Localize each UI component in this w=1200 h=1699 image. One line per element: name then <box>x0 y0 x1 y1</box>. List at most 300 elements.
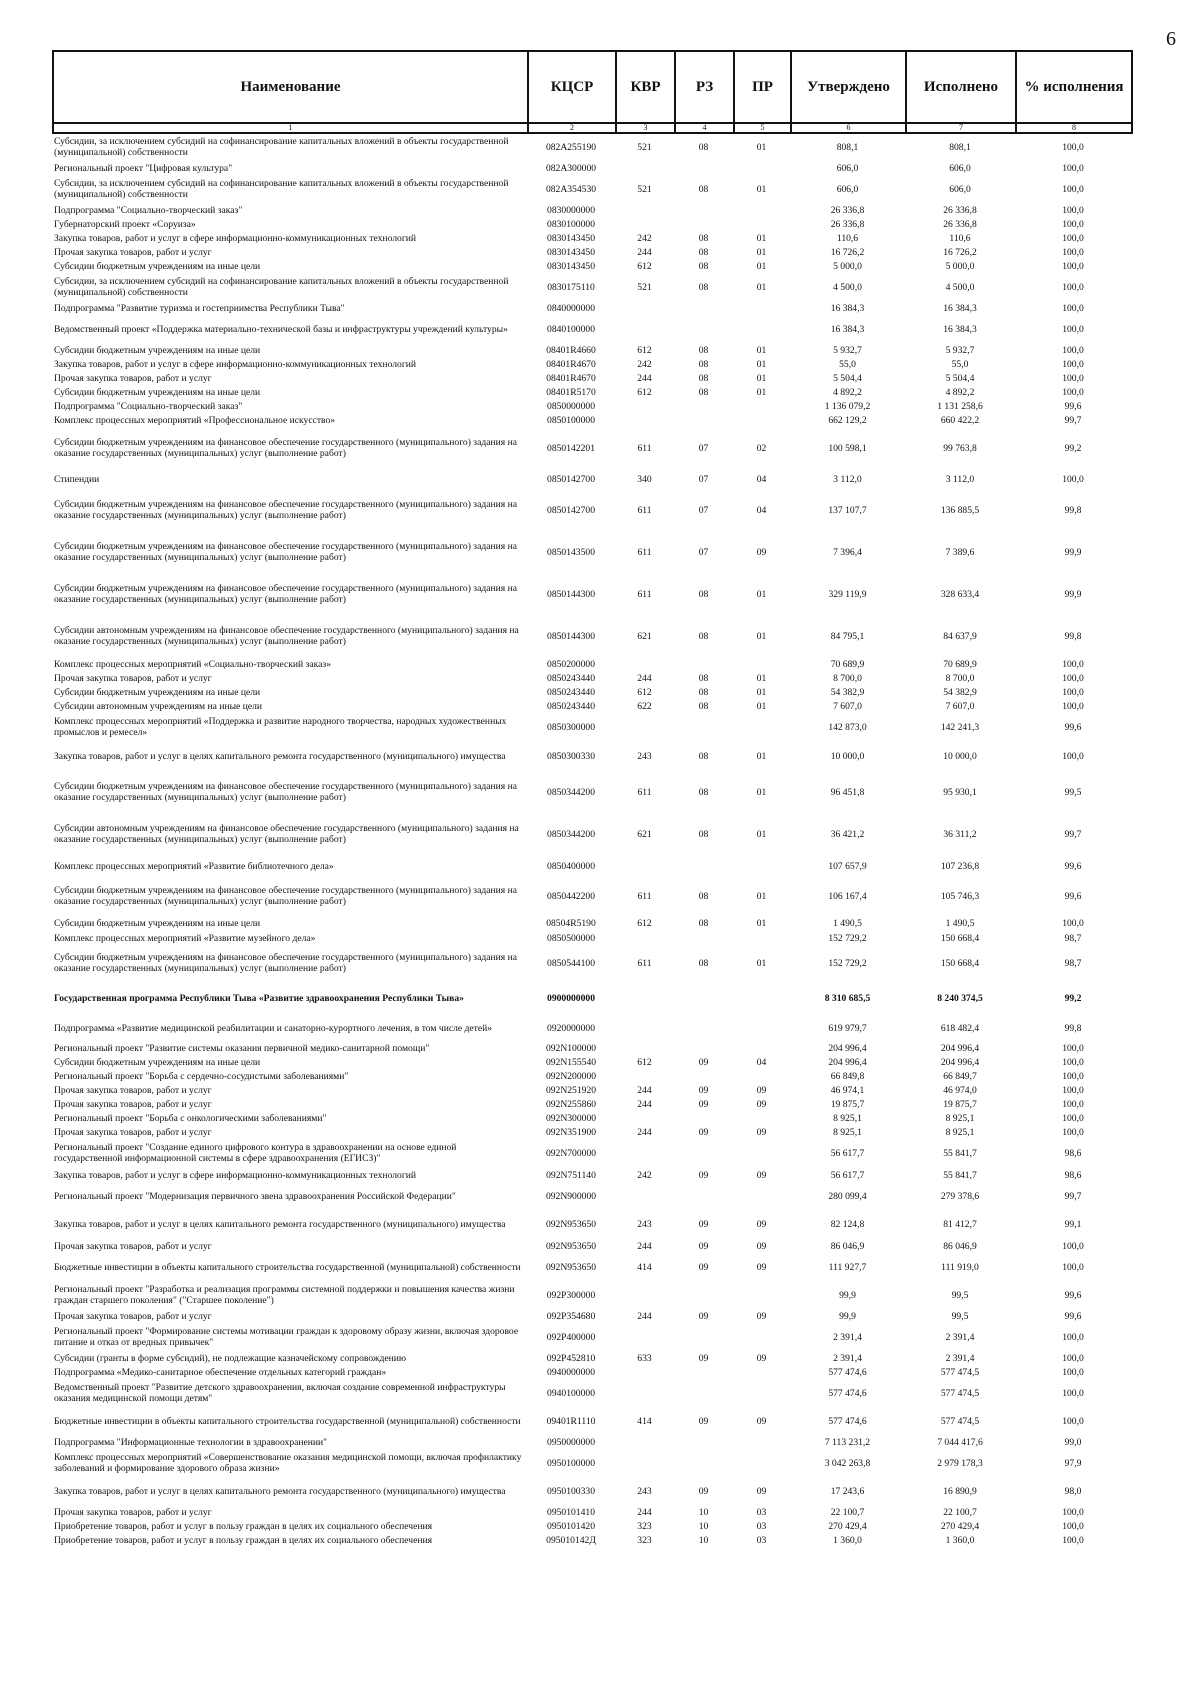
row-name: Губернаторский проект «Соруиза» <box>54 218 196 230</box>
table-row <box>52 1112 1131 1126</box>
row-kcsr: 0850400000 <box>547 860 595 872</box>
row-rz <box>674 204 733 218</box>
table-row <box>52 400 1131 414</box>
row-executed: 110,6 <box>949 232 971 244</box>
row-name: Комплекс процессных мероприятий «Поддержка и развитие народного творчества, народных художественных промыслов и ремесел» <box>54 716 507 738</box>
row-percent: 99,1 <box>1064 1218 1082 1230</box>
row-rz: 08 <box>698 828 709 840</box>
row-approved: 17 243,6 <box>830 1485 865 1497</box>
col-number: 1 <box>53 123 528 133</box>
col-header-approved: Утверждено <box>791 51 906 123</box>
row-executed: 4 892,2 <box>945 386 975 398</box>
row-executed: 279 378,6 <box>940 1190 980 1202</box>
row-executed: 136 885,5 <box>940 504 980 516</box>
row-kcsr: 092N251920 <box>545 1084 597 1096</box>
table-row <box>52 1380 1131 1408</box>
row-name: Закупка товаров, работ и услуг в сфере информационно-коммуникационных технологий <box>54 1169 417 1181</box>
row-kvr: 612 <box>637 386 652 398</box>
row-rz: 09 <box>698 1169 709 1181</box>
row-name: Субсидии бюджетным учреждениям на финансовое обеспечение государственного (муниципального) задания на оказание государственных (муниципальных) услуг (выполнение работ) <box>54 885 517 907</box>
row-rz: 08 <box>698 957 709 969</box>
row-percent: 99,5 <box>1064 786 1082 798</box>
row-kcsr: 0940000000 <box>547 1366 595 1378</box>
row-executed: 577 474,5 <box>940 1415 980 1427</box>
row-name: Комплекс процессных мероприятий «Социально-творческий заказ» <box>54 658 331 670</box>
row-kcsr: 0850142700 <box>547 504 595 516</box>
row-executed: 204 996,4 <box>940 1042 980 1054</box>
row-percent: 100,0 <box>1062 658 1084 670</box>
table-row <box>52 574 1131 616</box>
table-row <box>52 414 1131 428</box>
row-kvr: 414 <box>637 1415 652 1427</box>
table-row <box>52 1520 1131 1534</box>
row-kcsr: 092N900000 <box>545 1190 597 1202</box>
row-kcsr: 08401R5170 <box>546 386 596 398</box>
row-kvr: 611 <box>637 890 652 902</box>
row-name: Закупка товаров, работ и услуг в сфере информационно-коммуникационных технологий <box>54 232 417 244</box>
row-kcsr: 0850243440 <box>547 686 595 698</box>
row-kvr: 323 <box>637 1520 652 1532</box>
row-percent: 100,0 <box>1062 1070 1084 1082</box>
row-kvr <box>615 1450 674 1478</box>
row-pr: 09 <box>756 1485 767 1497</box>
row-executed: 606,0 <box>949 183 971 195</box>
row-percent: 98,7 <box>1064 957 1082 969</box>
row-rz <box>674 1450 733 1478</box>
row-rz: 08 <box>698 750 709 762</box>
row-name: Бюджетные инвестиции в объекты капитального строительства государственной (муниципальной) собственности <box>54 1415 521 1427</box>
table-row <box>52 232 1131 246</box>
row-executed: 5 000,0 <box>945 260 975 272</box>
row-kvr: 611 <box>637 786 652 798</box>
row-percent: 100,0 <box>1062 686 1084 698</box>
row-kvr <box>615 218 674 232</box>
row-approved: 26 336,8 <box>830 204 865 216</box>
row-kcsr: 0850544100 <box>547 957 595 969</box>
row-kvr <box>615 714 674 742</box>
row-kvr: 521 <box>637 183 652 195</box>
row-name: Стипендии <box>54 473 100 485</box>
row-rz: 10 <box>698 1520 709 1532</box>
table-row <box>52 916 1131 932</box>
row-approved: 2 391,4 <box>833 1331 862 1343</box>
row-percent: 99,6 <box>1064 1289 1082 1301</box>
table-row <box>52 946 1131 982</box>
row-approved: 70 689,9 <box>830 658 865 670</box>
row-percent: 100,0 <box>1062 750 1084 762</box>
row-pr: 09 <box>756 1261 767 1273</box>
row-percent: 100,0 <box>1062 204 1084 216</box>
row-name: Ведомственный проект "Развитие детского здравоохранения, включая создание современной инфраструктуры оказания медицинской помощи детям" <box>54 1382 506 1404</box>
row-kvr: 521 <box>637 141 652 153</box>
row-executed: 111 919,0 <box>941 1261 979 1273</box>
row-kcsr: 092N351900 <box>545 1126 597 1138</box>
row-kcsr: 092N953650 <box>545 1261 597 1273</box>
row-kcsr: 0850142700 <box>547 473 595 485</box>
row-percent: 99,6 <box>1064 721 1082 733</box>
row-kcsr: 092N700000 <box>545 1147 597 1159</box>
row-kcsr: 082A354530 <box>545 183 597 195</box>
row-name: Подпрограмма "Социально-творческий заказ" <box>54 400 243 412</box>
row-rz: 10 <box>698 1506 709 1518</box>
table-row <box>52 1084 1131 1098</box>
col-header-pr: ПР <box>734 51 791 123</box>
row-kvr: 244 <box>637 1310 652 1322</box>
row-kvr: 612 <box>637 260 652 272</box>
row-kvr: 612 <box>637 917 652 929</box>
row-percent: 98,0 <box>1064 1485 1082 1497</box>
row-executed: 7 389,6 <box>945 546 975 558</box>
table-row <box>52 218 1131 232</box>
row-executed: 16 384,3 <box>943 302 977 314</box>
table-row <box>52 1282 1131 1310</box>
table-row <box>52 176 1131 204</box>
row-percent: 100,0 <box>1062 1112 1084 1124</box>
row-kcsr: 0830143450 <box>547 232 595 244</box>
row-pr <box>733 302 790 316</box>
row-rz <box>674 982 733 1016</box>
row-kcsr: 0850300000 <box>547 721 595 733</box>
table-row <box>52 532 1131 574</box>
row-rz: 08 <box>698 386 709 398</box>
row-rz: 08 <box>698 630 709 642</box>
row-rz <box>674 302 733 316</box>
table-row <box>52 1408 1131 1436</box>
row-kcsr: 0950101420 <box>547 1520 595 1532</box>
row-executed: 36 311,2 <box>943 828 977 840</box>
row-pr <box>733 316 790 344</box>
row-pr: 09 <box>756 1169 767 1181</box>
row-approved: 4 892,2 <box>833 386 862 398</box>
row-rz: 08 <box>698 700 709 712</box>
row-executed: 84 637,9 <box>943 630 977 642</box>
table-row <box>52 616 1131 658</box>
row-pr: 01 <box>756 358 767 370</box>
row-name: Приобретение товаров, работ и услуг в пользу граждан в целях их социального обеспечения <box>54 1534 433 1546</box>
row-pr: 01 <box>756 786 767 798</box>
row-rz: 09 <box>698 1352 709 1364</box>
row-kvr: 244 <box>637 1240 652 1252</box>
row-approved: 137 107,7 <box>828 504 867 516</box>
row-approved: 7 113 231,2 <box>824 1436 871 1448</box>
row-executed: 66 849,7 <box>943 1070 977 1082</box>
row-pr <box>733 1184 790 1210</box>
row-rz <box>674 658 733 672</box>
row-percent: 100,0 <box>1062 358 1084 370</box>
row-approved: 110,6 <box>836 232 859 244</box>
table-row <box>52 470 1131 490</box>
row-rz: 08 <box>698 686 709 698</box>
row-executed: 270 429,4 <box>940 1520 980 1532</box>
row-pr: 03 <box>756 1506 767 1518</box>
row-rz: 08 <box>698 344 709 356</box>
row-kcsr: 095010142Д <box>546 1534 596 1546</box>
row-name: Субсидии бюджетным учреждениям на финансовое обеспечение государственного (муниципального) задания на оказание государственных (муниципальных) услуг (выполнение работ) <box>54 541 517 563</box>
row-pr <box>733 982 790 1016</box>
row-kvr: 621 <box>637 630 652 642</box>
row-rz <box>674 414 733 428</box>
col-number: 2 <box>528 123 616 133</box>
row-approved: 662 129,2 <box>828 414 867 426</box>
table-row <box>52 1140 1131 1168</box>
row-pr: 01 <box>756 260 767 272</box>
row-approved: 16 384,3 <box>830 323 865 335</box>
row-approved: 280 099,4 <box>828 1190 867 1202</box>
row-kvr <box>615 658 674 672</box>
row-kvr <box>615 982 674 1016</box>
table-row <box>52 856 1131 878</box>
table-row <box>52 714 1131 742</box>
table-row <box>52 1366 1131 1380</box>
row-kcsr: 0850100000 <box>547 414 595 426</box>
row-name: Бюджетные инвестиции в объекты капитального строительства государственной (муниципальной) собственности <box>54 1261 521 1273</box>
row-kcsr: 0850143500 <box>547 546 595 558</box>
row-pr: 01 <box>756 750 767 762</box>
row-executed: 150 668,4 <box>940 957 980 969</box>
row-pr <box>733 1324 790 1352</box>
row-name: Региональный проект "Формирование системы мотивации граждан к здоровому образу жизни, включая здоровое питание и отказ от вредных привычек" <box>54 1326 519 1348</box>
row-pr: 04 <box>756 1056 767 1068</box>
row-pr: 09 <box>756 1240 767 1252</box>
row-approved: 1 136 079,2 <box>824 400 871 412</box>
row-executed: 204 996,4 <box>940 1056 980 1068</box>
row-kcsr: 0840000000 <box>547 302 595 314</box>
row-approved: 16 384,3 <box>830 302 865 314</box>
row-approved: 99,9 <box>839 1289 856 1301</box>
row-approved: 152 729,2 <box>828 957 867 969</box>
row-name: Субсидии автономным учреждениям на финансовое обеспечение государственного (муниципального) задания на оказание государственных (муниципальных) услуг (выполнение работ) <box>54 625 519 647</box>
row-percent: 100,0 <box>1062 372 1084 384</box>
row-percent: 98,6 <box>1064 1147 1082 1159</box>
row-pr: 01 <box>756 890 767 902</box>
col-header-name: Наименование <box>53 51 528 123</box>
row-kvr: 633 <box>637 1352 652 1364</box>
budget-table <box>52 50 1131 1548</box>
row-pr: 01 <box>756 281 767 293</box>
row-pr: 09 <box>756 1218 767 1230</box>
row-approved: 84 795,1 <box>830 630 865 642</box>
row-name: Субсидии бюджетным учреждениям на финансовое обеспечение государственного (муниципального) задания на оказание государственных (муниципальных) услуг (выполнение работ) <box>54 437 517 459</box>
row-pr <box>733 1380 790 1408</box>
row-percent: 100,0 <box>1062 1387 1084 1399</box>
row-rz <box>674 162 733 176</box>
row-kvr <box>615 1324 674 1352</box>
row-executed: 16 890,9 <box>943 1485 977 1497</box>
table-row <box>52 1070 1131 1084</box>
row-kcsr: 0950101410 <box>547 1506 595 1518</box>
row-executed: 86 046,9 <box>943 1240 977 1252</box>
row-approved: 3 112,0 <box>833 473 862 485</box>
row-percent: 97,9 <box>1064 1457 1082 1469</box>
row-kvr: 521 <box>637 281 652 293</box>
row-executed: 55 841,7 <box>943 1147 977 1159</box>
row-rz: 09 <box>698 1126 709 1138</box>
row-approved: 100 598,1 <box>828 442 867 454</box>
row-name: Субсидии бюджетным учреждениям на иные цели <box>54 686 261 698</box>
row-percent: 100,0 <box>1062 323 1084 335</box>
row-kcsr: 0850142201 <box>547 442 595 454</box>
row-name: Региональный проект "Развитие системы оказания первичной медико-санитарной помощи" <box>54 1042 430 1054</box>
row-percent: 100,0 <box>1062 1520 1084 1532</box>
row-pr: 09 <box>756 546 767 558</box>
row-approved: 8 925,1 <box>833 1112 862 1124</box>
row-name: Прочая закупка товаров, работ и услуг <box>54 1310 212 1322</box>
row-approved: 66 849,8 <box>830 1070 865 1082</box>
row-approved: 270 429,4 <box>828 1520 867 1532</box>
row-approved: 19 875,7 <box>830 1098 865 1110</box>
row-percent: 100,0 <box>1062 1415 1084 1427</box>
row-rz <box>674 1042 733 1056</box>
row-percent: 100,0 <box>1062 232 1084 244</box>
row-rz: 07 <box>698 473 709 485</box>
row-executed: 70 689,9 <box>943 658 977 670</box>
row-kcsr: 0900000000 <box>547 992 595 1004</box>
row-kvr: 243 <box>637 1485 652 1497</box>
row-pr <box>733 1070 790 1084</box>
row-approved: 2 391,4 <box>833 1352 862 1364</box>
row-percent: 98,6 <box>1064 1169 1082 1181</box>
row-kcsr: 092P400000 <box>546 1331 596 1343</box>
row-percent: 98,7 <box>1064 932 1082 944</box>
row-kcsr: 0850000000 <box>547 400 595 412</box>
table-row <box>52 490 1131 532</box>
row-executed: 4 500,0 <box>945 281 975 293</box>
row-kcsr: 092N255860 <box>545 1098 597 1110</box>
row-percent: 100,0 <box>1062 183 1084 195</box>
row-kvr <box>615 1140 674 1168</box>
row-executed: 22 100,7 <box>943 1506 977 1518</box>
row-executed: 26 336,8 <box>943 218 977 230</box>
row-rz: 07 <box>698 546 709 558</box>
row-percent: 100,0 <box>1062 141 1084 153</box>
row-pr <box>733 1140 790 1168</box>
row-executed: 3 112,0 <box>945 473 975 485</box>
row-approved: 204 996,4 <box>828 1056 867 1068</box>
row-pr <box>733 714 790 742</box>
table-row <box>52 1450 1131 1478</box>
row-rz <box>674 1112 733 1126</box>
table-row <box>52 742 1131 772</box>
row-pr: 01 <box>756 917 767 929</box>
table-row <box>52 686 1131 700</box>
row-kcsr: 0850442200 <box>547 890 595 902</box>
row-pr: 01 <box>756 686 767 698</box>
row-pr <box>733 1366 790 1380</box>
row-approved: 4 500,0 <box>833 281 862 293</box>
row-pr: 09 <box>756 1310 767 1322</box>
row-rz <box>674 1070 733 1084</box>
row-kvr: 612 <box>637 344 652 356</box>
row-name: Субсидии бюджетным учреждениям на иные цели <box>54 917 261 929</box>
row-pr: 01 <box>756 372 767 384</box>
row-name: Ведомственный проект «Поддержка материально-технической базы и инфраструктуры учреждений культуры» <box>54 323 508 335</box>
col-number: 5 <box>734 123 791 133</box>
row-kvr: 244 <box>637 1506 652 1518</box>
row-approved: 1 360,0 <box>833 1534 862 1546</box>
table-row <box>52 700 1131 714</box>
row-kvr: 243 <box>637 750 652 762</box>
row-percent: 100,0 <box>1062 473 1084 485</box>
row-rz: 07 <box>698 442 709 454</box>
row-kcsr: 0950100000 <box>547 1457 595 1469</box>
row-name: Субсидии бюджетным учреждениям на финансовое обеспечение государственного (муниципального) задания на оказание государственных (муниципальных) услуг (выполнение работ) <box>54 952 517 974</box>
row-name: Прочая закупка товаров, работ и услуг <box>54 1126 212 1138</box>
row-percent: 99,7 <box>1064 414 1082 426</box>
row-pr: 01 <box>756 232 767 244</box>
row-kvr <box>615 414 674 428</box>
row-executed: 328 633,4 <box>940 588 980 600</box>
row-executed: 577 474,5 <box>940 1366 980 1378</box>
row-approved: 152 729,2 <box>828 932 867 944</box>
row-rz <box>674 316 733 344</box>
row-rz: 08 <box>698 672 709 684</box>
row-approved: 1 490,5 <box>833 917 862 929</box>
row-rz: 08 <box>698 372 709 384</box>
row-executed: 55 841,7 <box>943 1169 977 1181</box>
row-kvr <box>615 400 674 414</box>
row-kcsr: 0850500000 <box>547 932 595 944</box>
table-row <box>52 1184 1131 1210</box>
row-pr: 03 <box>756 1534 767 1546</box>
row-percent: 100,0 <box>1062 344 1084 356</box>
row-pr: 01 <box>756 672 767 684</box>
row-kvr <box>615 1380 674 1408</box>
row-kvr: 243 <box>637 1218 652 1230</box>
table-row <box>52 260 1131 274</box>
row-name: Субсидии бюджетным учреждениям на иные цели <box>54 344 261 356</box>
row-name: Субсидии бюджетным учреждениям на иные цели <box>54 386 261 398</box>
row-executed: 2 979 178,3 <box>937 1457 983 1469</box>
table-row <box>52 1240 1131 1254</box>
row-pr: 01 <box>756 700 767 712</box>
row-executed: 7 044 417,6 <box>937 1436 983 1448</box>
row-pr <box>733 162 790 176</box>
row-percent: 99,0 <box>1064 1436 1082 1448</box>
table-row <box>52 1016 1131 1042</box>
row-kvr <box>615 204 674 218</box>
row-kcsr: 092N200000 <box>545 1070 597 1082</box>
row-pr <box>733 658 790 672</box>
row-executed: 16 384,3 <box>943 323 977 335</box>
row-kvr <box>615 302 674 316</box>
row-name: Субсидии автономным учреждениям на иные цели <box>54 700 263 712</box>
row-kvr: 244 <box>637 1126 652 1138</box>
row-pr <box>733 932 790 946</box>
row-rz: 08 <box>698 281 709 293</box>
row-percent: 100,0 <box>1062 386 1084 398</box>
row-percent: 99,2 <box>1064 992 1082 1004</box>
table-row <box>52 878 1131 916</box>
row-percent: 100,0 <box>1062 1366 1084 1378</box>
row-kcsr: 0950100330 <box>547 1485 595 1497</box>
row-kcsr: 092N300000 <box>545 1112 597 1124</box>
row-pr: 09 <box>756 1098 767 1110</box>
row-rz: 07 <box>698 504 709 516</box>
row-name: Прочая закупка товаров, работ и услуг <box>54 1506 212 1518</box>
table-row <box>52 932 1131 946</box>
table-row <box>52 1126 1131 1140</box>
row-approved: 5 932,7 <box>833 344 862 356</box>
table-row <box>52 302 1131 316</box>
row-rz: 08 <box>698 141 709 153</box>
row-kcsr: 092N751140 <box>546 1169 596 1181</box>
row-executed: 99,5 <box>951 1289 969 1301</box>
row-name: Комплекс процессных мероприятий «Развитие музейного дела» <box>54 932 316 944</box>
row-rz: 09 <box>698 1084 709 1096</box>
row-percent: 100,0 <box>1062 218 1084 230</box>
row-kvr: 611 <box>637 546 652 558</box>
row-rz: 09 <box>698 1261 709 1273</box>
